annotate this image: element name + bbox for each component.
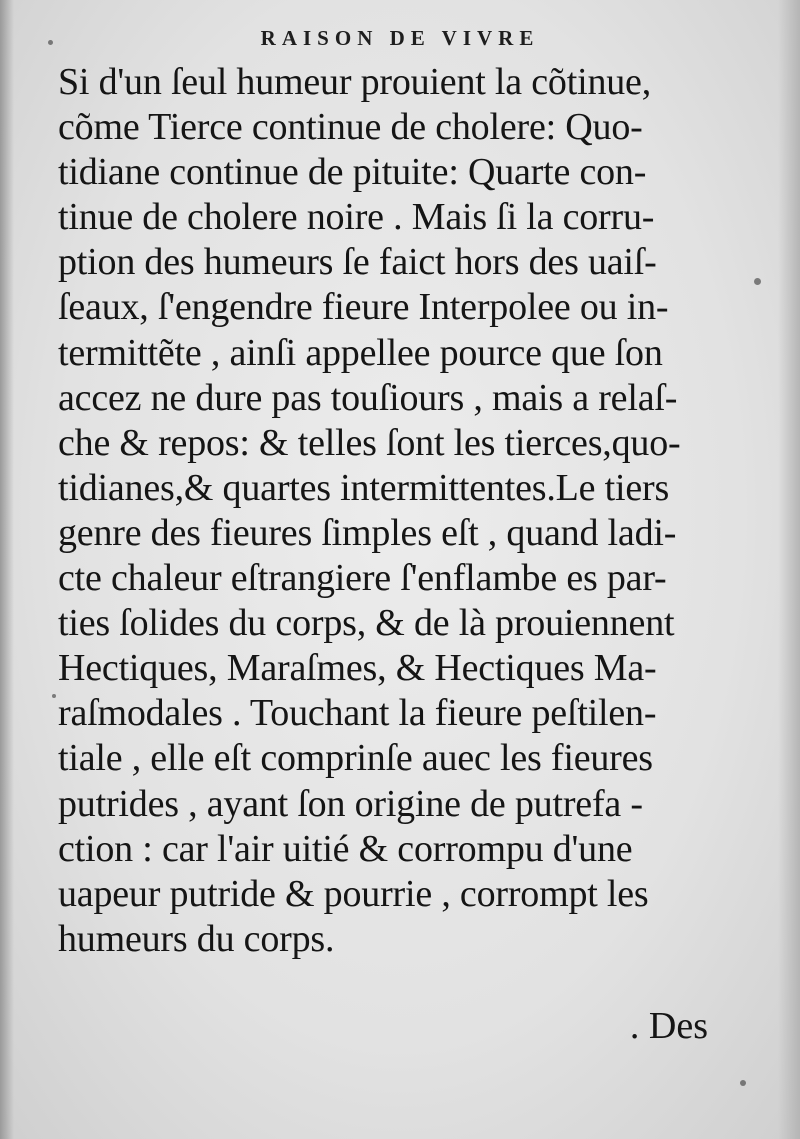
running-head: RAISON DE VIVRE (260, 26, 540, 50)
text-line: tiale , elle eſt comprinſe auec les fieures (58, 737, 653, 780)
text-line: ction : car l'air uitié & corrompu d'une (58, 827, 633, 870)
text-line: uapeur putride & pourrie , corrompt les (58, 872, 649, 915)
text-line: Si d'un ſeul humeur prouient la cõtinue, (58, 61, 652, 103)
text-line: termittẽte , ainſi appellee pource que ſon (58, 331, 663, 374)
text-line: ties ſolides du corps, & de là prouiennent (58, 602, 675, 645)
text-line: tidiane continue de pituite: Quarte con- (58, 151, 647, 194)
text-line: raſmodales . Touchant la fieure peſtilen- (58, 692, 657, 735)
ink-speck (52, 694, 56, 698)
text-line: cte chaleur eſtrangiere ſ'enflambe es par- (58, 557, 667, 600)
text-line: humeurs du corps. (58, 917, 335, 960)
text-line: cõme Tierce continue de cholere: Quo- (58, 106, 643, 149)
ink-speck (48, 40, 53, 45)
text-line: ption des humeurs ſe faict hors des uaiſ- (58, 241, 657, 284)
text-line: tinue de cholere noire . Mais ſi la corru- (58, 196, 655, 239)
text-line: genre des fieures ſimples eſt , quand ladi- (58, 511, 677, 554)
text-line: ſeaux, ſ'engendre fieure Interpolee ou in- (58, 286, 669, 329)
ink-speck (740, 1080, 746, 1086)
text-line: tidianes,& quartes intermittentes.Le tiers (58, 466, 670, 509)
text-line: putrides , ayant ſon origine de putrefa - (58, 782, 643, 825)
ink-speck (754, 278, 761, 285)
catchword: . Des (629, 1005, 708, 1047)
text-line: accez ne dure pas touſiours , mais a relaſ- (58, 376, 678, 419)
body-text (58, 60, 730, 962)
text-line: che & repos: & telles ſont les tierces,quo- (58, 421, 681, 464)
text-line: Hectiques, Maraſmes, & Hectiques Ma- (58, 647, 657, 690)
